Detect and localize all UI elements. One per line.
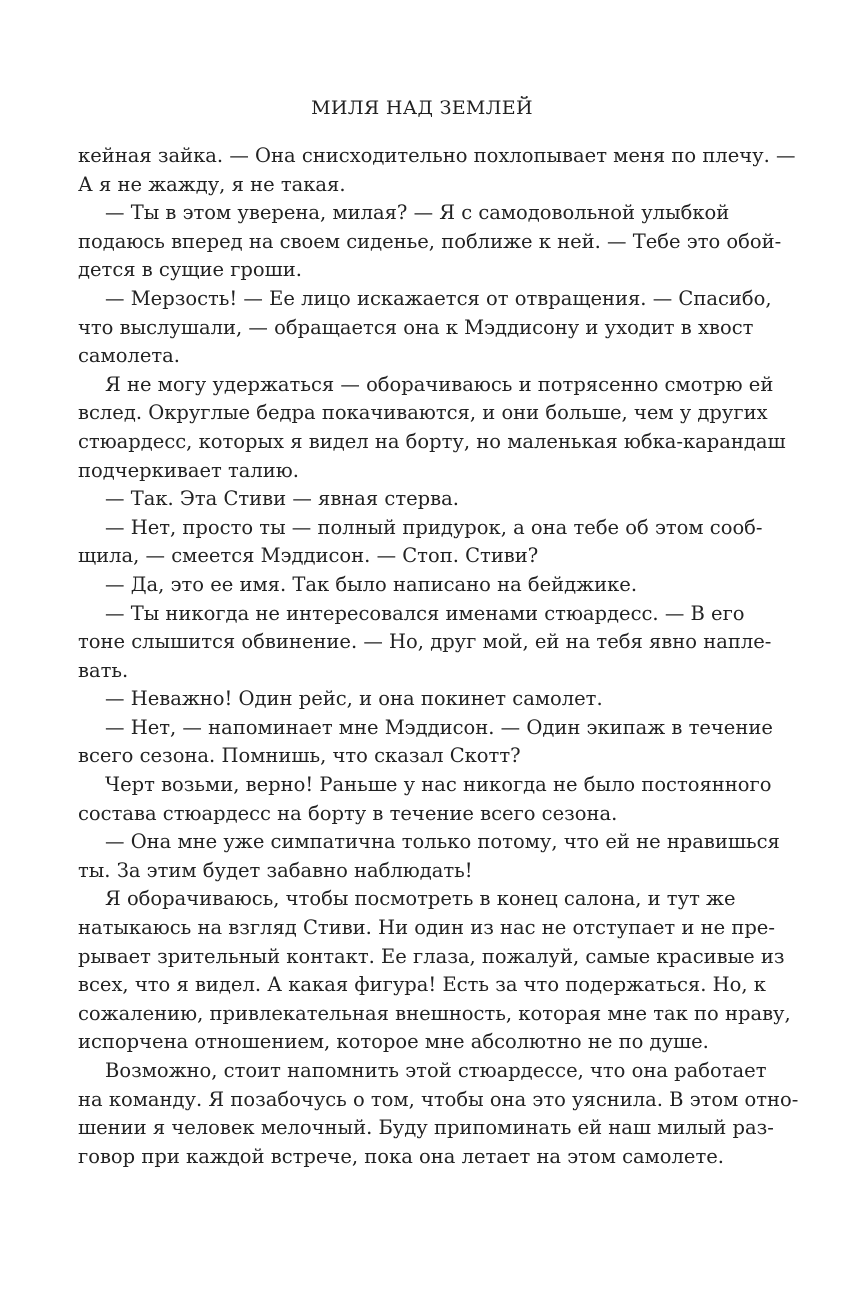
text-line: — Так. Эта Стиви — явная стерва. bbox=[105, 487, 459, 511]
text-line: стюардесс, которых я видел на борту, но маленькая юбка-карандаш bbox=[78, 429, 786, 453]
paragraph bbox=[78, 142, 796, 199]
text-line: — Нет, просто ты — полный придурок, а она тебе об этом сооб- bbox=[105, 515, 763, 539]
text-line: всего сезона. Помнишь, что сказал Скотт? bbox=[78, 744, 521, 768]
text-line: дется в сущие гроши. bbox=[78, 258, 302, 282]
text-line: подаюсь вперед на своем сиденье, поближе к ней. — Тебе это обой- bbox=[78, 229, 782, 253]
paragraph bbox=[78, 1057, 799, 1171]
text-line: всех, что я видел. А какая фигура! Есть за что подержаться. Но, к bbox=[78, 973, 766, 997]
text-line: — Неважно! Один рейс, и она покинет самолет. bbox=[105, 687, 603, 711]
text-line: подчеркивает талию. bbox=[78, 458, 299, 482]
paragraph bbox=[78, 714, 773, 771]
paragraph bbox=[78, 885, 791, 1057]
paragraph bbox=[78, 285, 772, 371]
text-line: что выслушали, — обращается она к Мэддисону и уходит в хвост bbox=[78, 315, 754, 339]
text-line: говор при каждой встрече, пока она летает на этом самолете. bbox=[78, 1144, 724, 1168]
text-line: Я не могу удержаться — оборачиваюсь и потрясенно смотрю ей bbox=[105, 372, 774, 396]
text-line: на команду. Я позабочусь о том, чтобы она это уяснила. В этом отно- bbox=[78, 1087, 799, 1111]
text-line: тоне слышится обвинение. — Но, друг мой, ей на тебя явно напле- bbox=[78, 630, 772, 654]
paragraph bbox=[78, 771, 772, 828]
text-line: — Мерзость! — Ее лицо искажается от отвращения. — Спасибо, bbox=[105, 286, 772, 310]
paragraph bbox=[78, 828, 780, 885]
paragraph bbox=[78, 371, 786, 485]
paragraph bbox=[78, 571, 726, 600]
text-line: ты. За этим будет забавно наблюдать! bbox=[78, 858, 473, 882]
text-line: — Нет, — напоминает мне Мэддисон. — Один экипаж в течение bbox=[105, 715, 773, 739]
text-line: — Да, это ее имя. Так было написано на бейджике. bbox=[105, 572, 638, 596]
text-line: Возможно, стоит напомнить этой стюардессе, что она работает bbox=[105, 1059, 767, 1082]
text-line: шении я человек мелочный. Буду припоминать ей наш милый раз- bbox=[78, 1116, 774, 1140]
paragraph bbox=[78, 514, 763, 571]
text-line: А я не жажду, я не такая. bbox=[78, 172, 346, 196]
text-line: состава стюардесс на борту в течение всего сезона. bbox=[78, 801, 618, 825]
text-line: Черт возьми, верно! Раньше у нас никогда не было постоянного bbox=[105, 773, 772, 797]
text-line: — Она мне уже симпатична только потому, что ей не нравишься bbox=[105, 830, 780, 854]
paragraph bbox=[78, 199, 782, 285]
paragraph bbox=[78, 485, 726, 514]
text-line: испорчена отношением, которое мне абсолютно не по душе. bbox=[78, 1030, 709, 1054]
text-line: рывает зрительный контакт. Ее глаза, пожалуй, самые красивые из bbox=[78, 944, 785, 968]
text-line: вслед. Округлые бедра покачиваются, и они больше, чем у других bbox=[78, 401, 768, 425]
text-line: щила, — смеется Мэддисон. — Стоп. Стиви? bbox=[78, 544, 539, 568]
running-head: МИЛЯ НАД ЗЕМЛЕЙ bbox=[311, 97, 533, 119]
text-line: сожалению, привлекательная внешность, которая мне так по нраву, bbox=[78, 1001, 791, 1025]
text-line: кейная зайка. — Она снисходительно похлопывает меня по плечу. — bbox=[78, 144, 796, 167]
text-line: самолета. bbox=[78, 344, 180, 368]
text-line: вать. bbox=[78, 658, 129, 682]
paragraph bbox=[78, 685, 726, 714]
text-line: — Ты никогда не интересовался именами стюардесс. — В его bbox=[105, 601, 745, 625]
text-line: натыкаюсь на взгляд Стиви. Ни один из нас не отступает и не пре- bbox=[78, 916, 775, 940]
body-text bbox=[78, 142, 799, 1171]
text-line: Я оборачиваюсь, чтобы посмотреть в конец салона, и тут же bbox=[105, 887, 736, 911]
paragraph bbox=[78, 600, 772, 686]
text-line: — Ты в этом уверена, милая? — Я с самодовольной улыбкой bbox=[105, 201, 730, 225]
